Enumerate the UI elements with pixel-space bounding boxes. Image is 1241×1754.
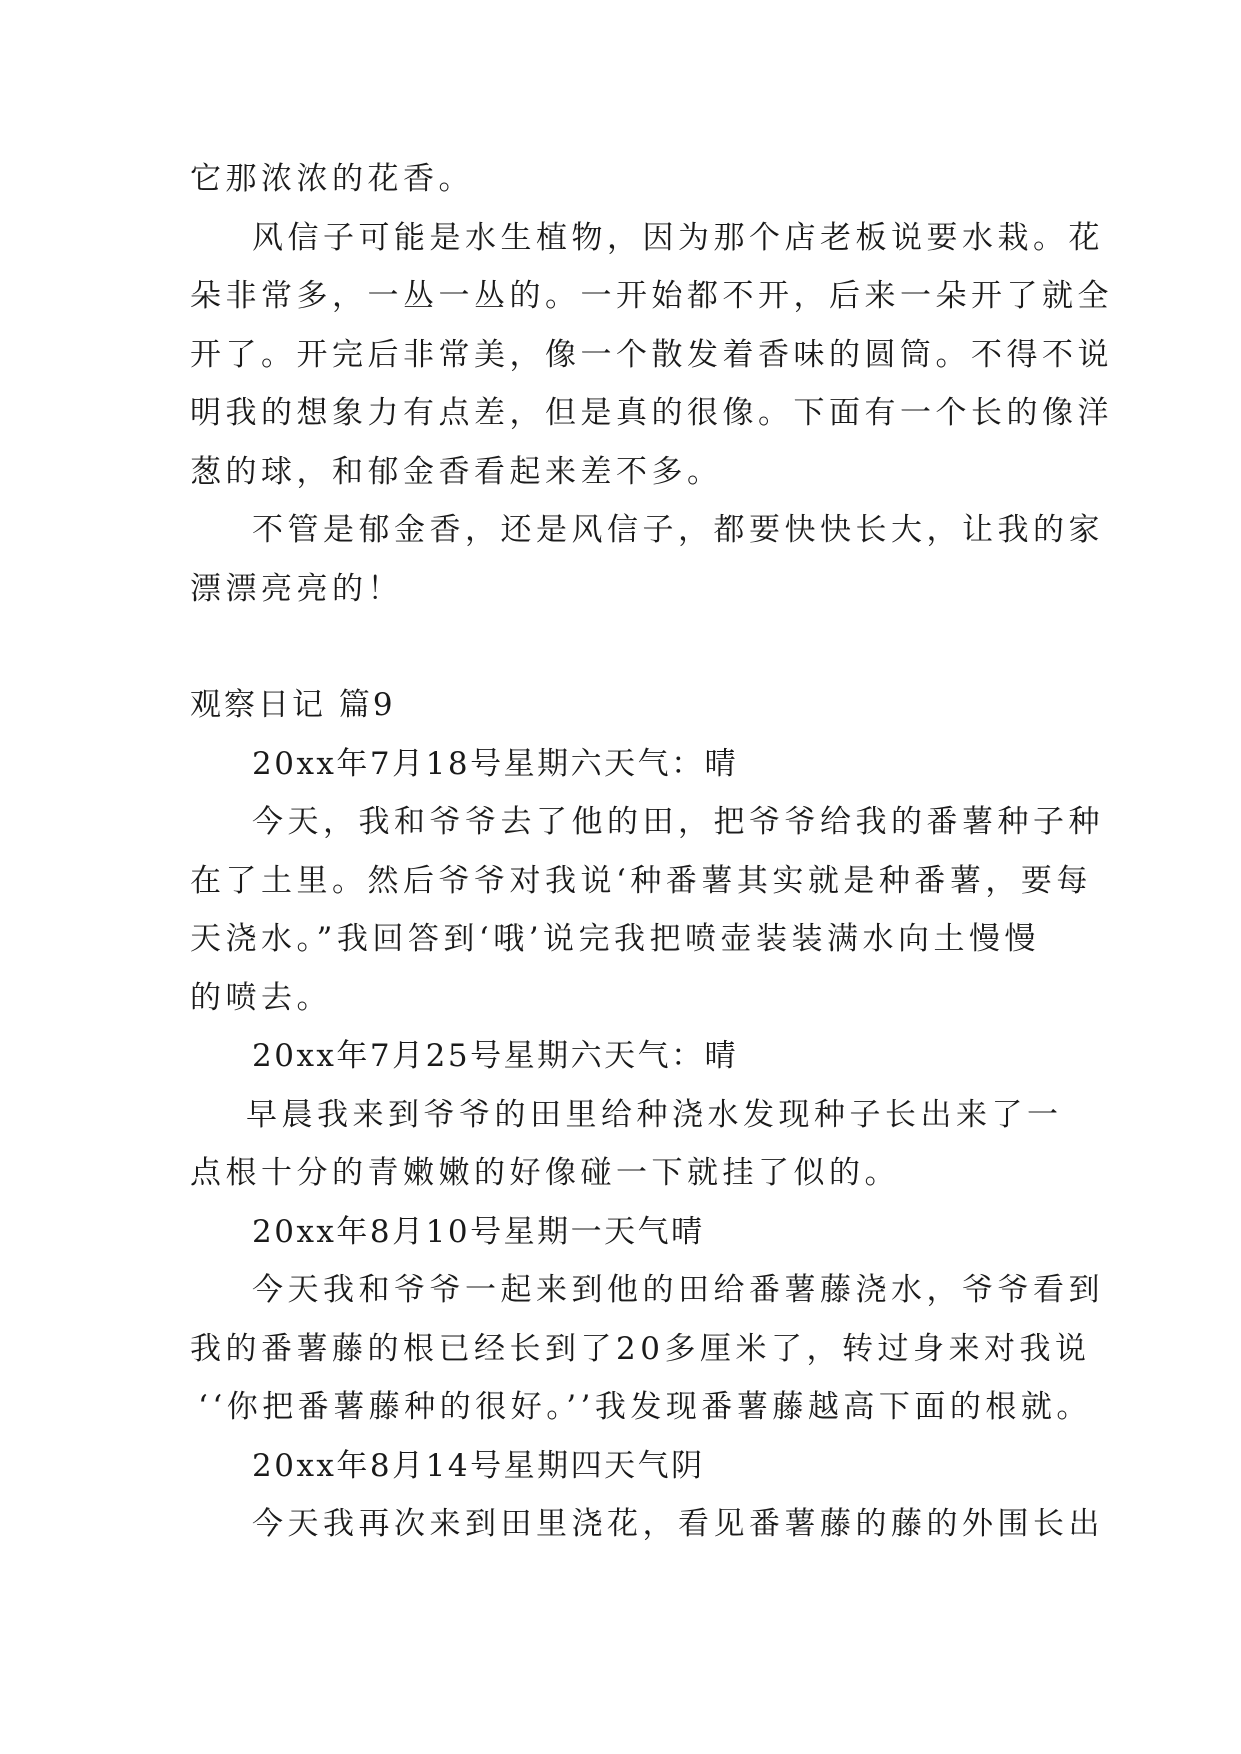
- paragraph-line: 的喷去。: [190, 979, 332, 1016]
- diary-date: 20xx年8月14号星期四天气阴: [252, 1447, 705, 1484]
- paragraph-line: 明我的想象力有点差，但是真的很像。下面有一个长的像洋: [190, 395, 1113, 431]
- paragraph-line: 今天，我和爷爷去了他的田，把爷爷给我的番薯种子种: [252, 804, 1104, 840]
- diary-date: 20xx年7月18号星期六天气：晴: [252, 745, 739, 782]
- paragraph-line: 天浇水。”我回答到‘哦’说完我把喷壶装装满水向土慢慢: [190, 921, 1041, 957]
- paragraph-line: 开了。开完后非常美，像一个散发着香味的圆筒。不得不说: [190, 336, 1113, 373]
- paragraph-line: ‘‘你把番薯藤种的很好。’’我发现番薯藤越高下面的根就。: [198, 1389, 1092, 1425]
- paragraph-line: 葱的球，和郁金香看起来差不多。: [190, 453, 723, 490]
- paragraph-line: 风信子可能是水生植物，因为那个店老板说要水栽。花: [252, 219, 1104, 256]
- paragraph-line: 在了土里。然后爷爷对我说‘种番薯其实就是种番薯，要每: [190, 862, 1092, 899]
- paragraph-line: 朵非常多，一丛一丛的。一开始都不开，后来一朵开了就全: [190, 278, 1113, 314]
- section-heading: 观察日记 篇9: [190, 687, 396, 723]
- paragraph-line: 它那浓浓的花香。: [190, 161, 474, 197]
- paragraph-line: 不管是郁金香，还是风信子，都要快快长大，让我的家: [252, 512, 1104, 548]
- diary-date: 20xx年8月10号星期一天气晴: [252, 1213, 705, 1250]
- paragraph-line: 早晨我来到爷爷的田里给种浇水发现种子长出来了一: [246, 1096, 1063, 1133]
- paragraph-line: 今天我再次来到田里浇花，看见番薯藤的藤的外围长出: [252, 1506, 1104, 1542]
- diary-date: 20xx年7月25号星期六天气：晴: [252, 1038, 739, 1074]
- paragraph-line: 我的番薯藤的根已经长到了20多厘米了，转过身来对我说: [190, 1330, 1091, 1367]
- paragraph-line: 点根十分的青嫩嫩的好像碰一下就挂了似的。: [190, 1155, 900, 1191]
- paragraph-line: 今天我和爷爷一起来到他的田给番薯藤浇水，爷爷看到: [252, 1272, 1104, 1308]
- paragraph-line: 漂漂亮亮的！: [190, 570, 403, 607]
- document-body: [190, 150, 1113, 1554]
- section-gap: [190, 618, 1060, 676]
